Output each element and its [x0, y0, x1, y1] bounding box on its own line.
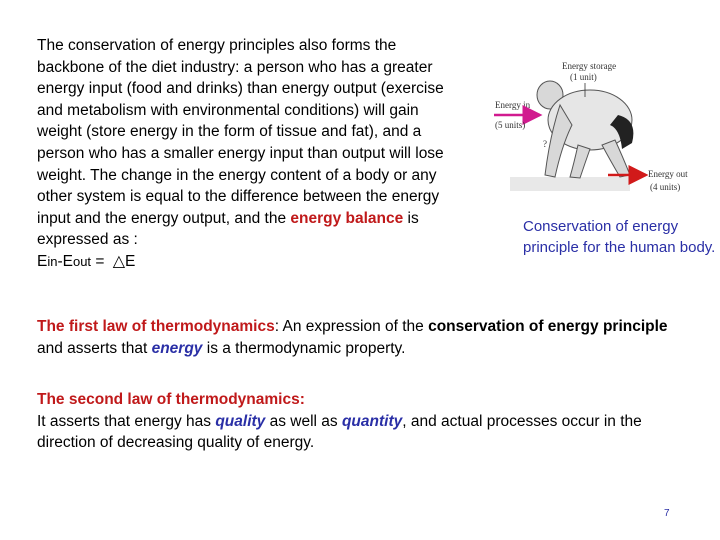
second-law-text-2: as well as — [265, 412, 342, 430]
storage-label: Energy storage — [562, 61, 617, 71]
intro-paragraph — [37, 35, 462, 273]
eq-dash: -E — [57, 252, 73, 270]
conservation-principle-term: conservation of energy principle — [428, 318, 668, 335]
energy-out-label: Energy out — [648, 169, 688, 179]
first-law-paragraph — [37, 316, 697, 359]
figure-caption: Conservation of energy principle for the human body. — [523, 218, 716, 256]
intro-tail: is expressed as : — [37, 209, 419, 249]
floor-shadow — [510, 177, 630, 191]
first-law-text-3: is a thermodynamic property. — [202, 339, 406, 357]
first-law-text-2: and asserts that — [37, 339, 152, 357]
quality-term: quality — [215, 412, 266, 430]
energy-balance-equation — [37, 253, 135, 270]
second-law-paragraph — [37, 389, 697, 454]
second-law-text-3: , and actual processes occur in the direction of decreasing quality of energy. — [37, 412, 642, 452]
eq-in: in — [47, 253, 58, 269]
page-number: 7 — [664, 508, 670, 519]
sumo-wrestler-illustration — [490, 45, 690, 205]
first-law-title: The first law of thermodynamics — [37, 318, 275, 335]
eq-e1: E — [37, 252, 48, 270]
eq-equals: = — [91, 252, 109, 270]
eq-e2: E — [125, 252, 136, 270]
question-mark: ? — [543, 139, 547, 149]
energy-figure — [490, 45, 690, 205]
eq-out: out — [72, 253, 92, 269]
delta-symbol: △ — [112, 252, 126, 270]
energy-term: energy — [151, 339, 203, 357]
energy-balance-term: energy balance — [290, 209, 404, 227]
energy-in-label: Energy in — [495, 100, 531, 110]
second-law-text-1: It asserts that energy has — [37, 412, 216, 430]
intro-text: The conservation of energy principles also forms the backbone of the diet industry: a person who has a greater energy input (food and drinks) than energy output (exercise and metabolism with environmental conditions) will gain weight (store energy in the form of tissue and fat), and a person who has a smaller energy input than output will lose weight. The change in the energy content of a body or any other system is equal to the difference between the energy input and the energy output, and the — [37, 37, 444, 227]
energy-in-units: (5 units) — [495, 120, 526, 130]
quantity-term: quantity — [341, 412, 403, 430]
second-law-title: The second law of thermodynamics: — [37, 391, 305, 408]
first-law-text-1: : An expression of the — [274, 318, 429, 335]
storage-units: (1 unit) — [570, 72, 597, 82]
energy-out-units: (4 units) — [650, 182, 681, 192]
